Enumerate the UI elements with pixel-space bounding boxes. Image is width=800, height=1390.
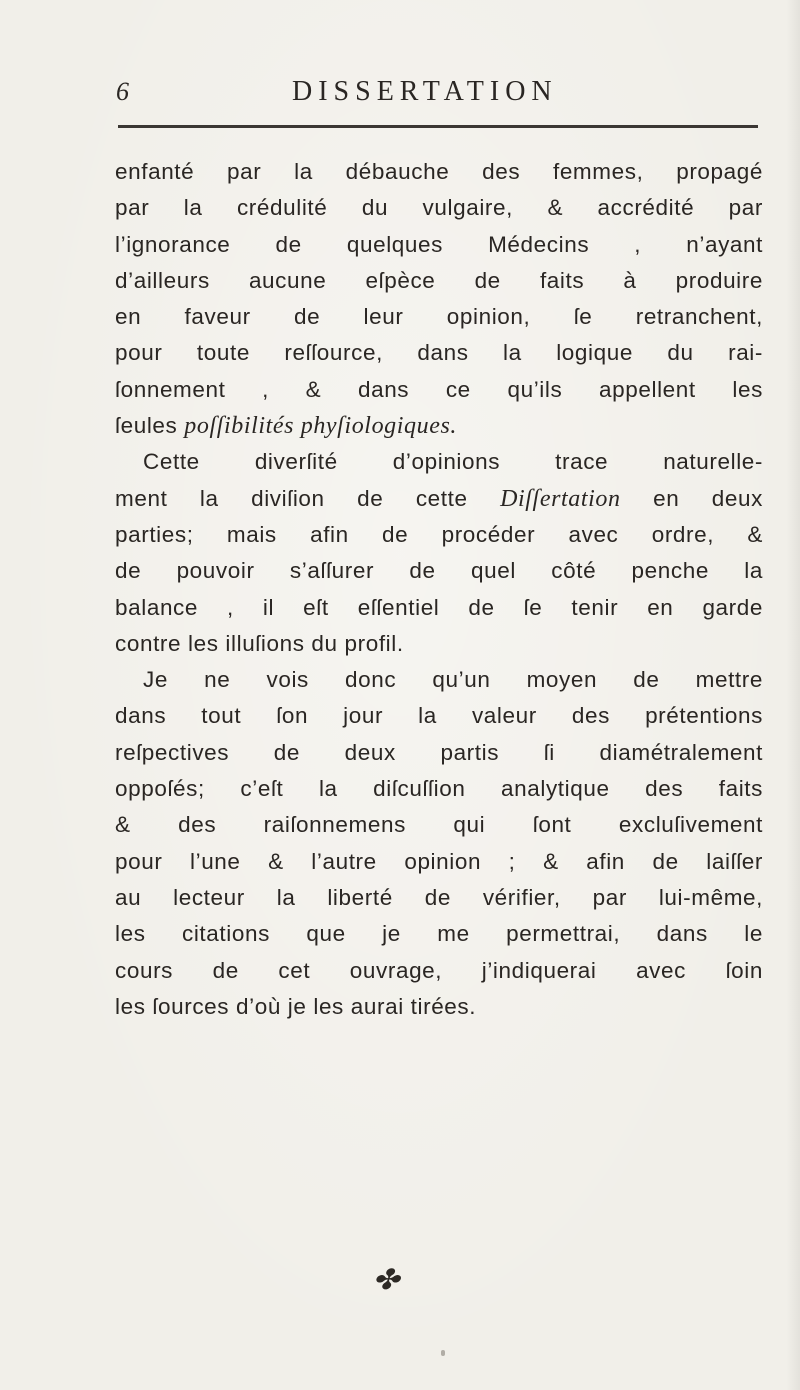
body-text	[115, 154, 763, 1025]
text-line: l’ignorance de quelques Médecins , n’ayant	[115, 231, 763, 257]
paper-speck	[441, 1350, 445, 1356]
text-line: dans tout ſon jour la valeur des prétentions	[115, 703, 763, 729]
text-line: & des raiſonnemens qui ſont excluſivement	[115, 812, 763, 838]
text-line: pour l’une & l’autre opinion ; & afin de laiſſer	[115, 848, 763, 874]
text-line: par la crédulité du vulgaire, & accrédité par	[115, 195, 763, 221]
italic-word: Diſſertation	[500, 485, 621, 512]
text-line: oppoſés; c’eſt la diſcuſſion analytique des faits	[115, 776, 763, 802]
text-line: contre les illuſions du profil.	[115, 630, 404, 656]
text-line: les citations que je me permettrai, dans le	[115, 921, 763, 947]
page-number: 6	[116, 77, 129, 106]
text-line: parties; mais afin de procéder avec ordre, &	[115, 521, 763, 547]
text-line: de pouvoir s’aſſurer de quel côté penche la	[115, 558, 763, 584]
text-line: les ſources d’où je les aurai tirées.	[115, 993, 477, 1019]
text-line: reſpectives de deux partis ſi diamétralement	[115, 739, 763, 765]
text-line: pour toute reſſource, dans la logique du rai-	[115, 340, 763, 366]
text-line: d’ailleurs aucune eſpèce de faits à produire	[115, 267, 763, 293]
italic-phrase: poſſibilités phyſiologiques.	[184, 413, 458, 440]
text-line: ment la diviſion de cette Diſſertation en deux	[115, 485, 763, 512]
text-line: balance , il eſt eſſentiel de ſe tenir en garde	[115, 594, 763, 620]
text-line: cours de cet ouvrage, j’indiquerai avec ſoin	[115, 957, 763, 983]
tailpiece-ornament-icon: ✤	[372, 1263, 400, 1296]
text-line: ſonnement , & dans ce qu’ils appellent les	[115, 376, 763, 402]
page-edge-shadow	[786, 0, 800, 1390]
paragraph-first-line: Cette diverſité d’opinions trace naturelle-	[143, 449, 763, 475]
page-header	[116, 72, 756, 112]
paragraph-first-line: Je ne vois donc qu’un moyen de mettre	[143, 667, 763, 693]
header-rule	[118, 125, 758, 128]
running-head: DISSERTATION	[292, 76, 558, 107]
text-line: enfanté par la débauche des femmes, propagé	[115, 159, 763, 184]
text-line: en faveur de leur opinion, ſe retranchent,	[115, 304, 763, 330]
text-line: au lecteur la liberté de vérifier, par lui-même,	[115, 884, 763, 910]
text-line: ſeules poſſibilités phyſiologiques.	[115, 413, 458, 440]
